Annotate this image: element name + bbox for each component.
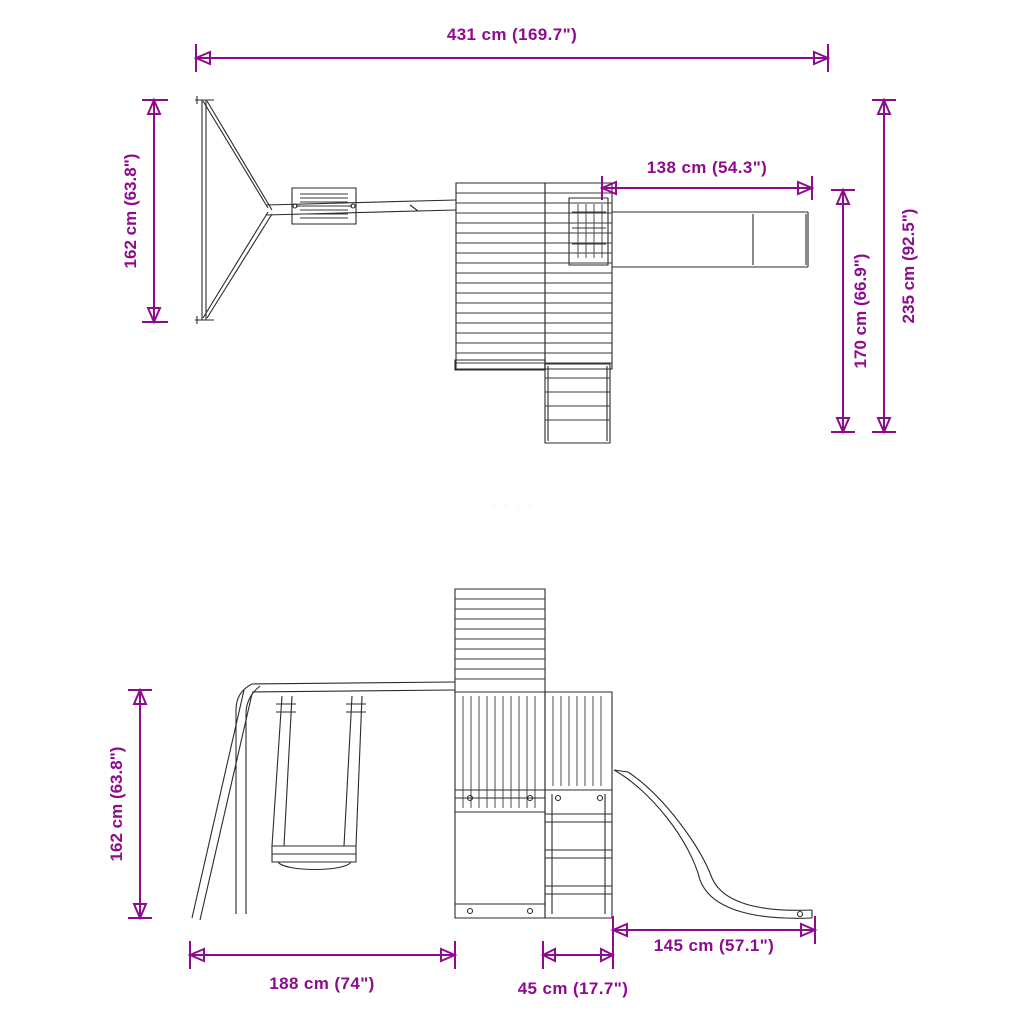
dim-top-right-inner-height-label: 170 cm (66.9") [851, 253, 870, 369]
top-dimension-inner-width [602, 158, 812, 200]
bottom-view-drawing [192, 589, 812, 920]
dim-bottom-gap-width-label: 45 cm (17.7") [517, 979, 629, 998]
bottom-dimension-gap-width [518, 941, 629, 998]
bottom-dimension-slide-width [613, 916, 815, 955]
watermark: · · · · [490, 495, 534, 517]
bottom-dimension-left-height [107, 690, 152, 918]
dim-top-left-height-label: 162 cm (63.8") [121, 153, 140, 269]
dim-top-width-label: 431 cm (169.7") [446, 25, 578, 44]
top-dimension-right-height-inner [831, 190, 870, 432]
dim-top-inner-width-label: 138 cm (54.3") [646, 158, 768, 177]
top-dimension-right-height-outer [872, 100, 918, 432]
top-dimension-width [196, 25, 828, 72]
bottom-dimension-swing-width [190, 941, 455, 993]
dim-bottom-swing-width-label: 188 cm (74") [269, 974, 375, 993]
dim-bottom-left-height-label: 162 cm (63.8") [107, 746, 126, 862]
dim-bottom-slide-width-label: 145 cm (57.1") [653, 936, 775, 955]
dim-top-right-height-label: 235 cm (92.5") [899, 208, 918, 324]
top-dimension-left-height [121, 100, 168, 322]
top-view-drawing [195, 96, 808, 443]
